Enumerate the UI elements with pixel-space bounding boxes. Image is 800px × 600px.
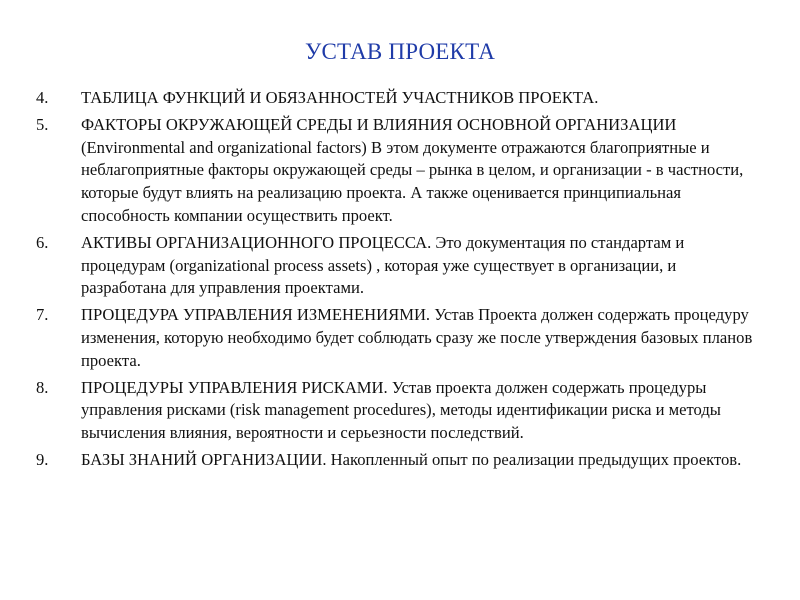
item-text: ПРОЦЕДУРА УПРАВЛЕНИЯ ИЗМЕНЕНИЯМИ. Устав Проекта должен содержать процедуру изменения, которую необходимо будет соблюдать сразу же после утверждения базовых планов проекта.	[81, 305, 753, 370]
item-text: АКТИВЫ ОРГАНИЗАЦИОННОГО ПРОЦЕССА. Это документация по стандартам и процедурам (organizational process assets) , которая уже существует в организации, и разработана для управления проектами.	[81, 232, 685, 298]
list-item	[36, 304, 756, 372]
item-text: ТАБЛИЦА ФУНКЦИЙ И ОБЯЗАННОСТЕЙ УЧАСТНИКОВ ПРОЕКТА.	[81, 88, 599, 107]
item-number: 8.	[36, 377, 49, 397]
slide-title: УСТАВ ПРОЕКТА	[304, 39, 496, 64]
list-item	[36, 232, 756, 300]
item-text: ПРОЦЕДУРЫ УПРАВЛЕНИЯ РИСКАМИ. Устав проекта должен содержать процедуры управления рисками (risk management procedures), методы идентификации риска и методы вычисления влияния, вероятности и серьезности последствий.	[81, 377, 721, 443]
item-number: 4.	[36, 88, 49, 107]
item-text: ФАКТОРЫ ОКРУЖАЮЩЕЙ СРЕДЫ И ВЛИЯНИЯ ОСНОВНОЙ ОРГАНИЗАЦИИ (Environmental and organizational factors) В этом документе отражаются благоприятные и неблагоприятные факторы окружающей среды – рынка в целом, и организации - в частности, которые будут влиять на реализацию проекта. А также оценивается принципиальная способность компании осуществить проект.	[81, 114, 744, 225]
list-item	[36, 87, 756, 110]
item-text: БАЗЫ ЗНАНИЙ ОРГАНИЗАЦИИ. Накопленный опыт по реализации предыдущих проектов.	[81, 449, 742, 469]
content-list	[36, 87, 756, 476]
item-number: 7.	[36, 305, 49, 325]
item-number: 6.	[36, 232, 49, 252]
list-item	[36, 377, 756, 445]
list-item	[36, 114, 756, 228]
list-item	[36, 449, 756, 472]
item-number: 5.	[36, 114, 49, 134]
item-number: 9.	[36, 449, 49, 469]
